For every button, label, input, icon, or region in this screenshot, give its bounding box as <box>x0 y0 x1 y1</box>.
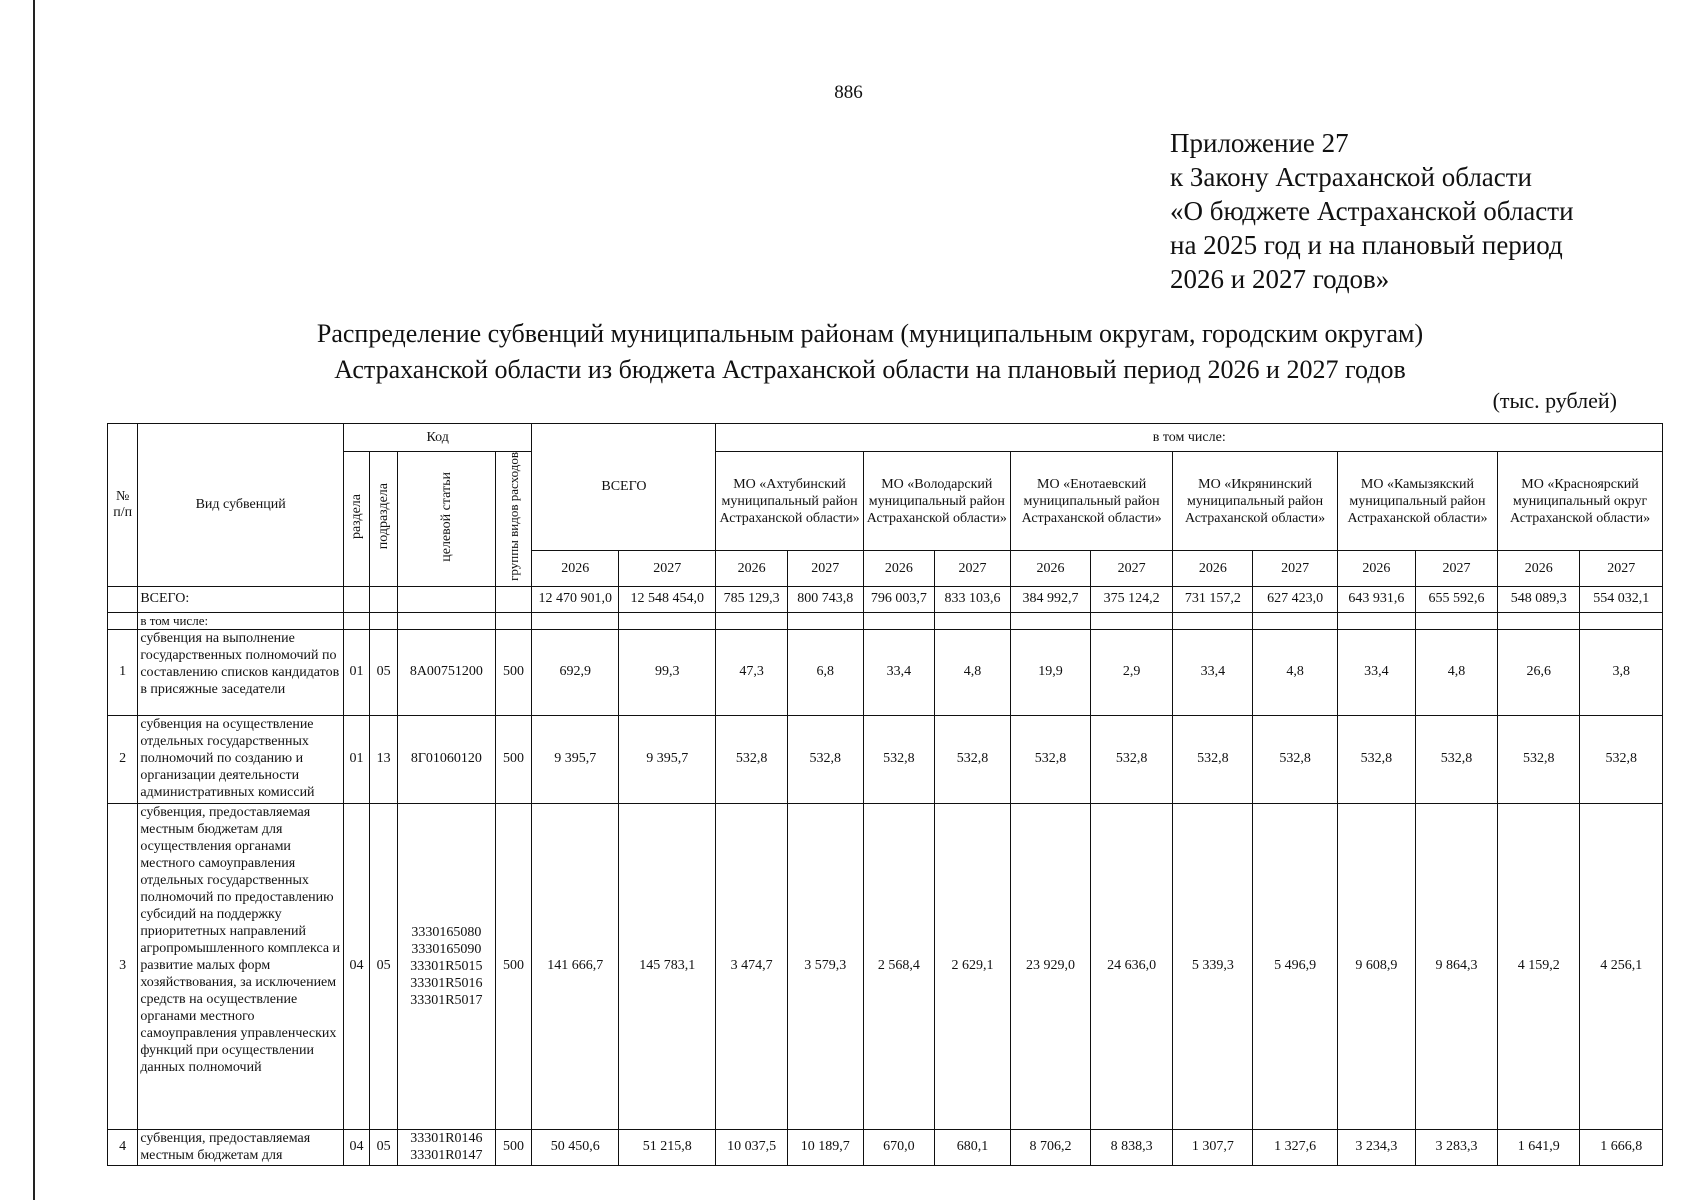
empty-cell <box>935 612 1011 629</box>
row-group: 500 <box>495 1129 532 1165</box>
row-cell: 692,9 <box>532 629 619 715</box>
row-cell: 670,0 <box>863 1129 934 1165</box>
header-year: 2027 <box>787 551 863 587</box>
empty-cell <box>863 612 934 629</box>
row-cell: 10 189,7 <box>787 1129 863 1165</box>
row-cell: 23 929,0 <box>1010 803 1090 1129</box>
row-cell: 3 579,3 <box>787 803 863 1129</box>
empty-cell <box>787 612 863 629</box>
empty-cell <box>398 612 495 629</box>
header-num: № п/п <box>108 424 138 587</box>
row-target <box>398 1129 495 1165</box>
row-target: 8Г01060120 <box>398 715 495 803</box>
target-code: 33301R5016 <box>410 975 483 991</box>
row-cell: 532,8 <box>787 715 863 803</box>
left-margin-line <box>33 0 35 1200</box>
row-podrazdel: 13 <box>370 715 398 803</box>
header-year: 2026 <box>716 551 787 587</box>
target-code: 33301R0146 <box>410 1131 483 1147</box>
row-group: 500 <box>495 715 532 803</box>
row-cell: 1 666,8 <box>1580 1129 1663 1165</box>
header-kind: Вид субвенций <box>138 424 344 587</box>
row-num: 3 <box>108 803 138 1129</box>
row-cell: 47,3 <box>716 629 787 715</box>
row-cell: 1 307,7 <box>1173 1129 1253 1165</box>
empty-cell <box>1498 612 1580 629</box>
header-year: 2027 <box>1415 551 1497 587</box>
row-cell: 33,4 <box>1337 629 1415 715</box>
total-cell: 554 032,1 <box>1580 586 1663 612</box>
row-cell: 19,9 <box>1010 629 1090 715</box>
row-razdel: 04 <box>344 1129 370 1165</box>
appendix-line: 2026 и 2027 годов» <box>1170 264 1390 294</box>
subvention-table <box>107 423 1663 1166</box>
total-cell: 731 157,2 <box>1173 586 1253 612</box>
row-cell: 5 496,9 <box>1253 803 1337 1129</box>
header-mo-krasnoyarsky: МО «Красноярский муниципальный округ Астраханской области» <box>1498 452 1663 551</box>
title-line-1: Распределение субвенций муниципальным районам (муниципальным округам, городским округам) <box>316 319 1424 348</box>
empty-cell <box>1415 612 1497 629</box>
total-row <box>108 586 1663 612</box>
table-row <box>108 803 1663 1129</box>
units-label: (тыс. рублей) <box>1492 388 1617 413</box>
page-number: 886 <box>834 82 863 103</box>
appendix-line: «О бюджете Астраханской области <box>1170 196 1574 226</box>
total-cell: 785 129,3 <box>716 586 787 612</box>
header-mo-kamyzyaksky: МО «Камызякский муниципальный район Астраханской области» <box>1337 452 1497 551</box>
row-cell: 3 234,3 <box>1337 1129 1415 1165</box>
row-cell: 532,8 <box>1010 715 1090 803</box>
header-year: 2026 <box>1010 551 1090 587</box>
target-code: 33301R5017 <box>410 992 483 1008</box>
header-year: 2027 <box>1091 551 1173 587</box>
header-group-text: группы видов расходов <box>506 452 521 581</box>
target-code: 33301R0147 <box>410 1148 483 1164</box>
row-desc: субвенция, предоставляемая местным бюджетам для осуществления органами местного самоуправления отдельных государственных полномочий по предоставлению субсидий на поддержку приоритетных направлений агропромышленного комплекса и развитие малых форм хозяйствования, за исключением средств на осуществление органами местного самоуправления управленческих функций при осуществлении данных полномочий <box>138 803 344 1129</box>
total-cell: 375 124,2 <box>1091 586 1173 612</box>
header-total: ВСЕГО <box>532 424 716 551</box>
table-row <box>108 629 1663 715</box>
appendix-line: на 2025 год и на плановый период <box>1170 230 1563 260</box>
row-cell: 532,8 <box>1091 715 1173 803</box>
row-razdel: 04 <box>344 803 370 1129</box>
row-cell: 5 339,3 <box>1173 803 1253 1129</box>
row-cell: 50 450,6 <box>532 1129 619 1165</box>
including-label: в том числе: <box>138 612 344 629</box>
total-razdel <box>344 586 370 612</box>
title-line-2: Астраханской области из бюджета Астраханской области на плановый период 2026 и 2027 годов <box>334 355 1406 384</box>
row-cell: 4,8 <box>1415 629 1497 715</box>
row-target <box>398 803 495 1129</box>
row-cell: 33,4 <box>1173 629 1253 715</box>
appendix-reference <box>1170 126 1574 296</box>
row-cell: 145 783,1 <box>619 803 716 1129</box>
header-year: 2027 <box>935 551 1011 587</box>
header-year: 2026 <box>1498 551 1580 587</box>
document-title <box>270 316 1470 388</box>
row-cell: 2 629,1 <box>935 803 1011 1129</box>
empty-cell <box>370 612 398 629</box>
row-cell: 26,6 <box>1498 629 1580 715</box>
header-year: 2026 <box>1337 551 1415 587</box>
row-cell: 10 037,5 <box>716 1129 787 1165</box>
empty-cell <box>1580 612 1663 629</box>
row-razdel: 01 <box>344 715 370 803</box>
header-mo-enotaevsky: МО «Енотаевский муниципальный район Астраханской области» <box>1010 452 1172 551</box>
row-cell: 532,8 <box>1415 715 1497 803</box>
row-target: 8А00751200 <box>398 629 495 715</box>
row-cell: 1 327,6 <box>1253 1129 1337 1165</box>
total-cell: 796 003,7 <box>863 586 934 612</box>
table-row <box>108 1129 1663 1165</box>
header-year: 2027 <box>619 551 716 587</box>
row-cell: 532,8 <box>1253 715 1337 803</box>
header-target-text: целевой статьи <box>438 471 454 562</box>
row-cell: 532,8 <box>716 715 787 803</box>
header-year: 2026 <box>532 551 619 587</box>
appendix-line: к Закону Астраханской области <box>1170 162 1533 192</box>
row-razdel: 01 <box>344 629 370 715</box>
row-cell: 4,8 <box>935 629 1011 715</box>
header-year: 2027 <box>1580 551 1663 587</box>
empty-cell <box>619 612 716 629</box>
total-group <box>495 586 532 612</box>
row-desc: субвенция на осуществление отдельных государственных полномочий по созданию и организации деятельности административных комиссий <box>138 715 344 803</box>
header-podrazdel-text: подраздела <box>376 483 392 550</box>
header-razdel-text: раздела <box>349 493 365 539</box>
total-cell: 12 548 454,0 <box>619 586 716 612</box>
row-num: 2 <box>108 715 138 803</box>
row-cell: 3 474,7 <box>716 803 787 1129</box>
row-cell: 24 636,0 <box>1091 803 1173 1129</box>
row-cell: 1 641,9 <box>1498 1129 1580 1165</box>
total-cell: 12 470 901,0 <box>532 586 619 612</box>
row-cell: 532,8 <box>1173 715 1253 803</box>
total-target <box>398 586 495 612</box>
target-code: 33301R5015 <box>410 958 483 974</box>
total-cell: 833 103,6 <box>935 586 1011 612</box>
row-cell: 51 215,8 <box>619 1129 716 1165</box>
total-cell: 384 992,7 <box>1010 586 1090 612</box>
row-cell: 9 395,7 <box>619 715 716 803</box>
row-cell: 532,8 <box>1580 715 1663 803</box>
target-code: 3330165080 <box>411 924 482 940</box>
row-podrazdel: 05 <box>370 803 398 1129</box>
appendix-line: Приложение 27 <box>1170 128 1349 158</box>
including-row <box>108 612 1663 629</box>
empty-cell <box>1091 612 1173 629</box>
row-desc: субвенция на выполнение государственных полномочий по составлению списков кандидатов в присяжные заседатели <box>138 629 344 715</box>
total-label: ВСЕГО: <box>138 586 344 612</box>
row-cell: 141 666,7 <box>532 803 619 1129</box>
row-cell: 9 864,3 <box>1415 803 1497 1129</box>
header-including: в том числе: <box>716 424 1663 452</box>
row-podrazdel: 05 <box>370 629 398 715</box>
header-podrazdel <box>370 452 398 587</box>
row-cell: 33,4 <box>863 629 934 715</box>
row-cell: 4,8 <box>1253 629 1337 715</box>
empty-cell <box>344 612 370 629</box>
empty-cell <box>495 612 532 629</box>
empty-cell <box>1253 612 1337 629</box>
header-year: 2026 <box>863 551 934 587</box>
row-cell: 532,8 <box>1337 715 1415 803</box>
total-podrazdel <box>370 586 398 612</box>
header-mo-ikryaninsky: МО «Икрянинский муниципальный район Астраханской области» <box>1173 452 1338 551</box>
row-cell: 3,8 <box>1580 629 1663 715</box>
row-podrazdel: 05 <box>370 1129 398 1165</box>
row-cell: 2,9 <box>1091 629 1173 715</box>
empty-cell <box>1173 612 1253 629</box>
row-num: 1 <box>108 629 138 715</box>
row-cell: 8 706,2 <box>1010 1129 1090 1165</box>
including-num <box>108 612 138 629</box>
row-cell: 680,1 <box>935 1129 1011 1165</box>
row-cell: 9 395,7 <box>532 715 619 803</box>
header-group <box>495 452 532 587</box>
header-mo-volodarsky: МО «Володарский муниципальный район Астраханской области» <box>863 452 1010 551</box>
row-cell: 532,8 <box>863 715 934 803</box>
total-cell: 643 931,6 <box>1337 586 1415 612</box>
empty-cell <box>716 612 787 629</box>
row-cell: 3 283,3 <box>1415 1129 1497 1165</box>
header-target <box>398 452 495 587</box>
empty-cell <box>532 612 619 629</box>
row-desc: субвенция, предоставляемая местным бюджетам для <box>138 1129 344 1165</box>
target-code: 3330165090 <box>411 941 482 957</box>
row-cell: 2 568,4 <box>863 803 934 1129</box>
total-cell: 655 592,6 <box>1415 586 1497 612</box>
table-row <box>108 715 1663 803</box>
row-cell: 4 256,1 <box>1580 803 1663 1129</box>
header-code: Код <box>344 424 532 452</box>
header-year: 2026 <box>1173 551 1253 587</box>
header-razdel <box>344 452 370 587</box>
total-num <box>108 586 138 612</box>
empty-cell <box>1337 612 1415 629</box>
row-group: 500 <box>495 629 532 715</box>
row-num: 4 <box>108 1129 138 1165</box>
empty-cell <box>1010 612 1090 629</box>
total-cell: 548 089,3 <box>1498 586 1580 612</box>
row-group: 500 <box>495 803 532 1129</box>
row-cell: 99,3 <box>619 629 716 715</box>
row-cell: 532,8 <box>935 715 1011 803</box>
header-mo-akhtubinsky: МО «Ахтубинский муниципальный район Астраханской области» <box>716 452 863 551</box>
row-cell: 532,8 <box>1498 715 1580 803</box>
row-cell: 8 838,3 <box>1091 1129 1173 1165</box>
total-cell: 800 743,8 <box>787 586 863 612</box>
total-cell: 627 423,0 <box>1253 586 1337 612</box>
row-cell: 9 608,9 <box>1337 803 1415 1129</box>
row-cell: 4 159,2 <box>1498 803 1580 1129</box>
header-year: 2027 <box>1253 551 1337 587</box>
row-cell: 6,8 <box>787 629 863 715</box>
